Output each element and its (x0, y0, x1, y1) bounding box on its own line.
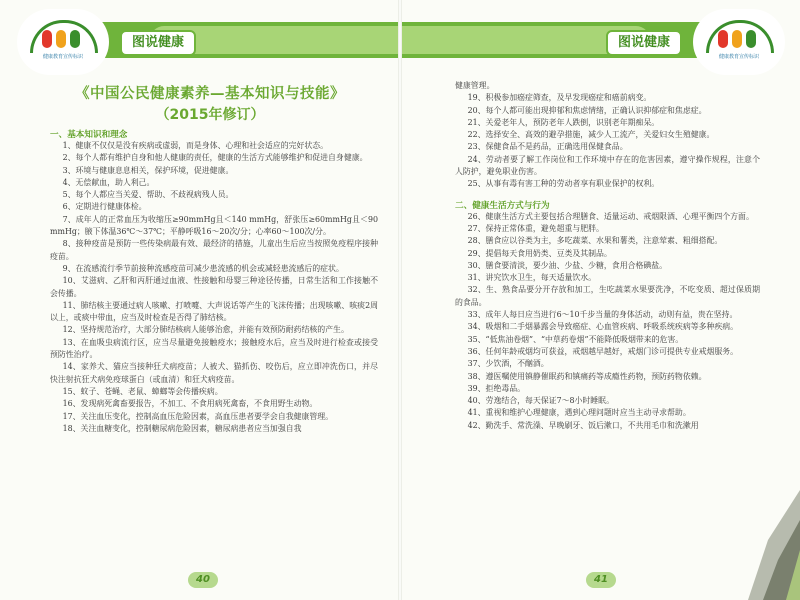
list-item: 10、艾滋病、乙肝和丙肝通过血液、性接触和母婴三种途径传播，日常生活和工作接触不会传播。 (50, 276, 378, 298)
list-item: 21、关爱老年人，预防老年人跌倒，识别老年期痴呆。 (467, 117, 660, 127)
list-item: 1、健康不仅仅是没有疾病或虚弱，而是身体、心理和社会适应的完好状态。 (62, 141, 329, 150)
list-item: 36、任何年龄戒烟均可获益，戒烟越早越好，戒烟门诊可提供专业戒烟服务。 (467, 346, 739, 356)
list-item: 7、成年人的正常血压为收缩压≥90mmHg且＜140 mmHg，舒张压≥60mmHg且＜90 mmHg；腋下体温36℃～37℃；平静呼吸16～20次/分；心率60～100次/分。 (50, 214, 378, 237)
left-paragraph-list (50, 140, 378, 435)
list-item: 8、接种疫苗是预防一些传染病最有效、最经济的措施，儿童出生后应当按照免疫程序接种疫苗。 (50, 239, 378, 261)
list-item: 4、无偿献血，助人利己。 (62, 177, 155, 187)
list-item: 20、每个人都可能出现抑郁和焦虑情绪，正确认识抑郁症和焦虑症。 (467, 105, 707, 115)
list-item: 39、拒绝毒品。 (467, 383, 526, 393)
list-item: 9、在流感流行季节前接种流感疫苗可减少患流感的机会或减轻患流感后的症状。 (62, 263, 344, 273)
list-item: 41、重视和维护心理健康，遇到心理问题时应当主动寻求帮助。 (467, 408, 691, 418)
list-item: 19、积极参加癌症筛查，及早发现癌症和癌前病变。 (467, 93, 652, 103)
health-education-logo (696, 12, 782, 72)
logo-caption: 健康教育宣传标识 (718, 54, 759, 60)
list-item: 28、膳食应以谷类为主，多吃蔬菜、水果和薯类，注意荤素、粗细搭配。 (467, 236, 723, 246)
section-heading: 二、健康生活方式与行为 (455, 200, 550, 211)
list-item: 29、提倡每天食用奶类、豆类及其制品。 (467, 248, 612, 258)
list-item: 2、每个人都有维护自身和他人健康的责任，健康的生活方式能够维护和促进自身健康。 (62, 153, 368, 163)
right-body (455, 80, 760, 432)
page-title: 《中国公民健康素养—基本知识与技能》 (75, 86, 345, 102)
list-item: 14、家养犬、猫应当接种狂犬病疫苗；人被犬、猫抓伤、咬伤后，应立即冲洗伤口，并尽快注射抗狂犬病免疫球蛋白（或血清）和狂犬病疫苗。 (50, 362, 378, 384)
section-heading: 一、基本知识和理念 (50, 130, 128, 140)
list-item: 34、吸烟和二手烟暴露会导致癌症、心血管疾病、呼吸系统疾病等多种疾病。 (467, 322, 739, 332)
list-item: 12、坚持规范治疗，大部分肺结核病人能够治愈，并能有效预防耐药结核的产生。 (62, 325, 349, 335)
list-item: 18、关注血糖变化，控制糖尿病危险因素，糖尿病患者应当加强自我 (62, 423, 302, 433)
list-item: 30、膳食要清淡，要少油、少盐、少糖，食用合格碘盐。 (467, 260, 668, 270)
list-item: 17、关注血压变化，控制高血压危险因素，高血压患者要学会自我健康管理。 (62, 411, 334, 421)
list-item: 16、发现病死禽畜要报告，不加工、不食用病死禽畜，不食用野生动物。 (62, 399, 318, 409)
right-paragraph-list-b (455, 211, 760, 432)
header-band (0, 0, 400, 82)
logo-caption: 健康教育宣传标识 (42, 54, 83, 60)
list-item: 15、蚊子、苍蝇、老鼠、蟑螂等会传播疾病。 (62, 386, 223, 396)
section-tag: 图说健康 (606, 30, 682, 56)
list-item: 27、保持正常体重，避免超重与肥胖。 (467, 223, 604, 233)
list-item: 40、劳逸结合，每天保证7～8小时睡眠。 (467, 396, 614, 406)
list-item: 33、成年人每日应当进行6～10千步当量的身体活动，动则有益，贵在坚持。 (467, 310, 738, 320)
list-item: 5、每个人都应当关爱、帮助、不歧视病残人员。 (62, 190, 234, 200)
list-item: 6、定期进行健康体检。 (62, 202, 147, 212)
book-gutter (398, 0, 402, 600)
list-item: 31、讲究饮水卫生，每天适量饮水。 (467, 273, 597, 283)
list-item: 26、健康生活方式主要包括合理膳食、适量运动、戒烟限酒、心理平衡四个方面。 (467, 211, 754, 221)
page-subtitle: （2015年修订） (155, 107, 265, 123)
list-item: 38、遵医嘱使用镇静催眠药和镇痛药等成瘾性药物，预防药物依赖。 (467, 371, 707, 381)
list-item: 35、“低焦油卷烟”、“中草药卷烟”不能降低吸烟带来的危害。 (467, 334, 684, 344)
right-page (400, 0, 800, 600)
list-item: 13、在血吸虫病流行区，应当尽量避免接触疫水；接触疫水后，应当及时进行检查或接受预防性治疗。 (50, 337, 378, 360)
health-education-logo (20, 12, 106, 72)
list-item: 25、从事有毒有害工种的劳动者享有职业保护的权利。 (467, 179, 660, 189)
list-item: 37、少饮酒，不酗酒。 (467, 359, 549, 369)
list-item: 11、肺结核主要通过病人咳嗽、打喷嚏、大声说话等产生的飞沫传播；出现咳嗽、咳痰2周以上，或痰中带血，应当及时检查是否得了肺结核。 (50, 300, 378, 323)
section-tag: 图说健康 (120, 30, 196, 56)
header-band (400, 0, 800, 82)
mountain-decoration (738, 470, 800, 600)
list-item: 32、生、熟食品要分开存放和加工，生吃蔬菜水果要洗净，不吃变质、超过保质期的食品。 (455, 285, 760, 307)
list-item: 3、环境与健康息息相关，保护环境，促进健康。 (62, 165, 234, 175)
list-item: 健康管理。 (455, 81, 495, 90)
list-item: 24、劳动者要了解工作岗位和工作环境中存在的危害因素，遵守操作规程，注意个人防护，避免职业伤害。 (455, 154, 760, 177)
page-number-right: 41 (586, 572, 616, 588)
right-paragraph-list-a (455, 80, 760, 191)
list-item: 42、勤洗手、常洗澡、早晚刷牙、饭后漱口，不共用毛巾和洗漱用 (467, 420, 699, 430)
left-body (50, 128, 378, 435)
list-item: 22、选择安全、高效的避孕措施，减少人工流产，关爱妇女生殖健康。 (467, 130, 715, 140)
list-item: 23、保健食品不是药品，正确选用保健食品。 (467, 142, 628, 152)
page-number-left: 40 (188, 572, 218, 588)
